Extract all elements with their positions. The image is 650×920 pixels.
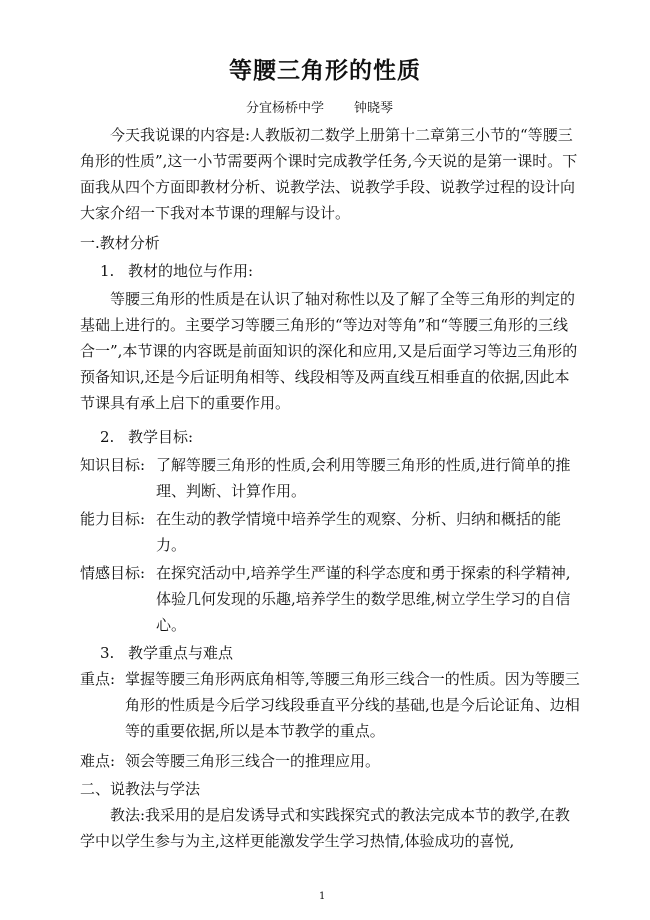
key-point-text: 掌握等腰三角形两底角相等,等腰三角形三线合一的性质。因为等腰三角形的性质是今后学习线段垂直平分线的基础,也是今后论证角、边相等的重要依据,所以是本节教学的重点。 [125, 670, 580, 740]
difficulty-text: 领会等腰三角形三线合一的推理应用。 [125, 752, 381, 770]
goal-text: 在探究活动中,培养学生严谨的科学态度和勇于探索的科学精神,体验几何发现的乐趣,培养学生的数学思维,树立学生学习的自信心。 [156, 564, 571, 634]
subsection-2-heading [100, 424, 193, 450]
subsection-3-label: 教学重点与难点 [128, 644, 234, 662]
ability-goal [80, 506, 580, 558]
goal-text: 了解等腰三角形的性质,会利用等腰三角形的性质,进行简单的推理、判断、计算作用。 [156, 456, 571, 500]
key-point-label: 重点: [80, 670, 116, 688]
role-paragraph: 等腰三角形的性质是在认识了轴对称性以及了解了全等三角形的判定的基础上进行的。主要学习等腰三角形的“等边对等角”和“等腰三角形的三线合一”,本节课的内容既是前面知识的深化和应用,又是后面学习等边三角形的预备知识,还是今后证明角相等、线段相等及两直线互相垂直的依据,因此本节课具有承上启下的重要作用。 [80, 290, 578, 412]
subsection-3-heading [100, 640, 233, 666]
section-2-heading: 二、说教法与学法 [80, 780, 201, 798]
method-paragraph: 教法:我采用的是启发诱导式和实践探究式的教法完成本节的教学,在教学中以学生参与为主,这样更能激发学生学习热情,体验成功的喜悦, [80, 806, 570, 850]
section-1-heading: 一.教材分析 [80, 234, 160, 252]
subsection-1-heading [100, 258, 253, 284]
subsection-2-number: 2. [100, 428, 115, 446]
intro-paragraph: 今天我说课的内容是:人教版初二数学上册第十二章第三小节的“等腰三角形的性质”,这一小节需要两个课时完成教学任务,今天说的是第一课时。下面我从四个方面即教材分析、说教学法、说教学手段、说教学过程的设计向大家介绍一下我对本节课的理解与设计。 [80, 126, 578, 222]
goal-text: 在生动的教学情境中培养学生的观察、分析、归纳和概括的能力。 [156, 510, 562, 554]
goal-label: 能力目标: [80, 510, 146, 528]
subsection-1-number: 1. [100, 262, 115, 280]
subsection-1-label: 教材的地位与作用: [128, 262, 254, 280]
author-name: 钟晓琴 [354, 101, 394, 116]
subsection-3-number: 3. [100, 644, 115, 662]
key-point [80, 666, 580, 744]
subsection-2-label: 教学目标: [128, 428, 194, 446]
school-name: 分宜杨桥中学 [246, 101, 325, 116]
goal-label: 知识目标: [80, 456, 146, 474]
author-line [246, 96, 393, 122]
knowledge-goal [80, 452, 580, 504]
difficulty-point [80, 748, 580, 774]
difficulty-label: 难点: [80, 752, 116, 770]
emotion-goal [80, 560, 580, 638]
document-title: 等腰三角形的性质 [229, 58, 421, 84]
page-number: 1 [319, 891, 326, 902]
goal-label: 情感目标: [80, 564, 146, 582]
